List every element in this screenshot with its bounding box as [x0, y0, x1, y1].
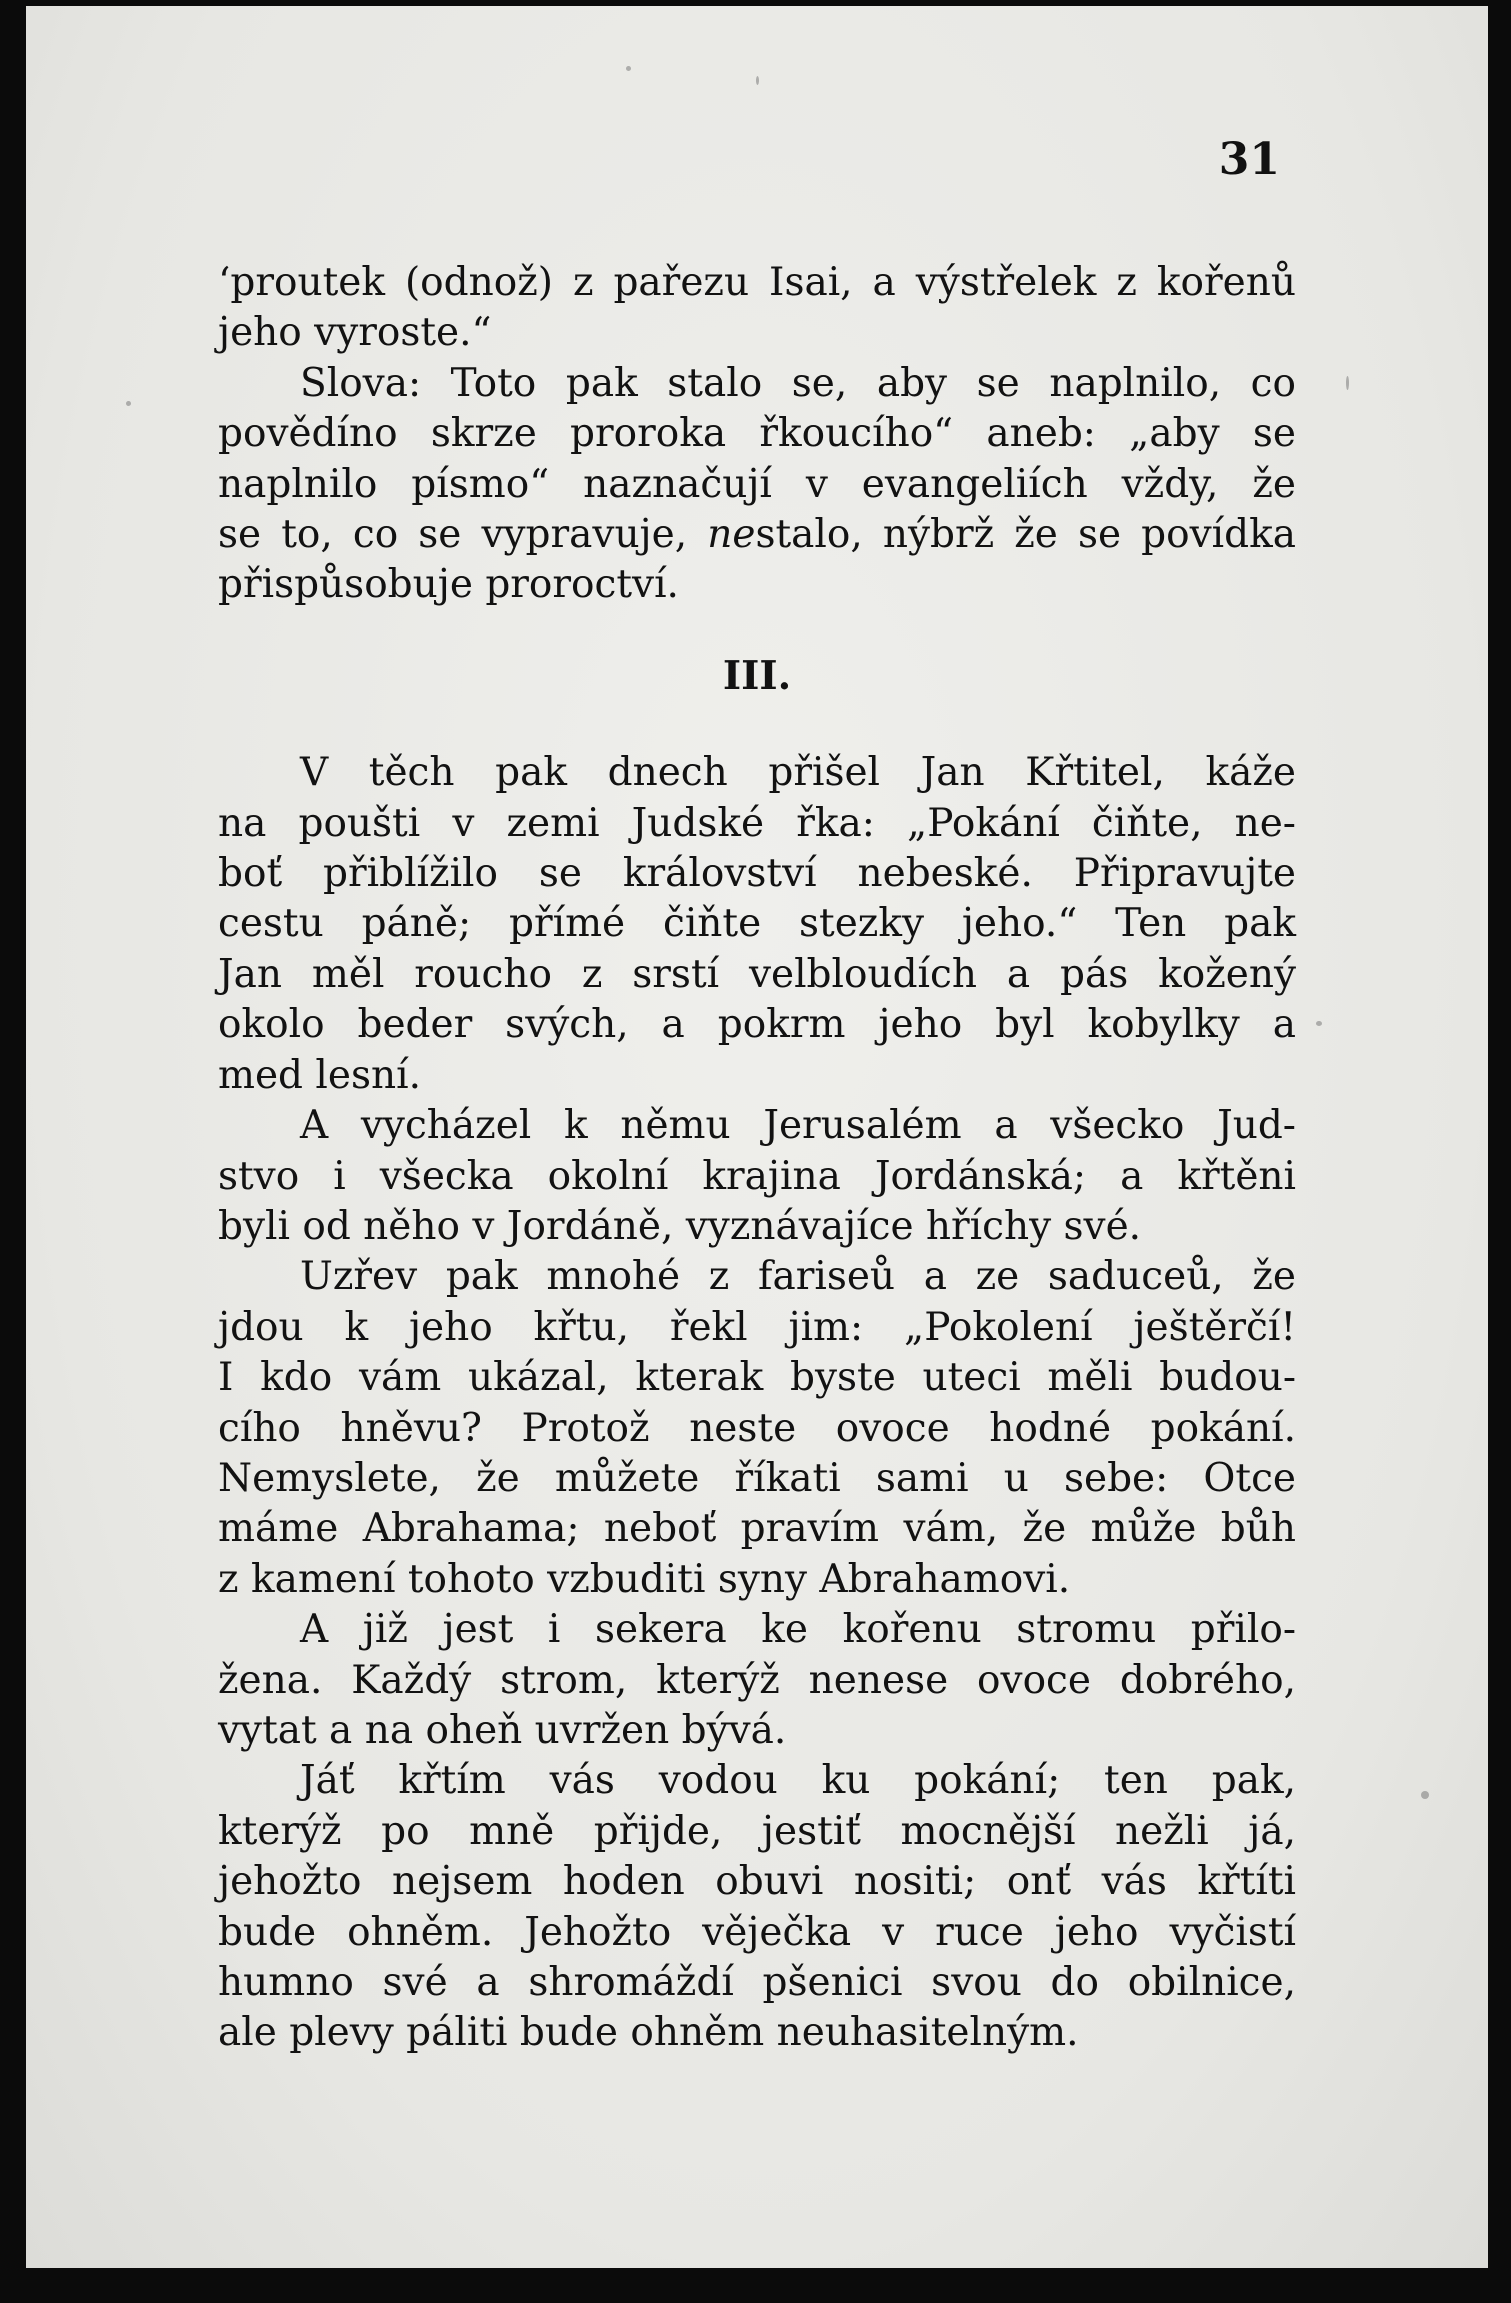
text-line: naplnilo písmo“ naznačují v evangeliích vždy, že	[218, 461, 1296, 507]
text-line: A vycházel k němu Jerusalém a všecko Jud-	[300, 1103, 1296, 1149]
text-line: přispůsobuje proroctví.	[218, 562, 679, 608]
text-line: humno své a shromáždí pšenici svou do obilnice,	[218, 1960, 1296, 2005]
text-line: bude ohněm. Jehožto věječka v ruce jeho vyčistí	[218, 1909, 1296, 1955]
text-line: V těch pak dnech přišel Jan Křtitel, káže	[300, 750, 1296, 796]
paragraph-6	[218, 1605, 1296, 1756]
text-line: stvo i všecka okolní krajina Jordánská; a křtěni	[218, 1153, 1296, 1199]
text-line: Jan měl roucho z srstí velbloudích a pás kožený	[218, 951, 1296, 997]
paragraph-3	[218, 748, 1296, 1101]
text-line: byli od něho v Jordáně, vyznávajíce hříchy své.	[218, 1203, 1142, 1249]
paragraph-7	[218, 1756, 1296, 2058]
text-line: kterýž po mně přijde, jestiť mocnější nežli já,	[218, 1808, 1296, 1854]
paper-speck	[626, 66, 631, 71]
text-line: Jáť křtím vás vodou ku pokání; ten pak,	[300, 1758, 1296, 1804]
text-line: I kdo vám ukázal, kterak byste uteci měli budou-	[218, 1355, 1296, 1401]
body-text	[218, 258, 1296, 2059]
paper-speck	[1346, 376, 1349, 390]
text-line: cestu páně; přímé čiňte stezky jeho.“ Ten pak	[218, 901, 1296, 947]
text-line: povědíno skrze proroka řkoucího“ aneb: „aby se	[218, 411, 1296, 457]
paper-speck	[1421, 1791, 1429, 1799]
text-line: med lesní.	[218, 1052, 421, 1098]
text-line: okolo beder svých, a pokrm jeho byl kobylky a	[218, 1002, 1296, 1048]
paper-sheet	[26, 6, 1488, 2268]
section-heading: III.	[722, 652, 792, 699]
paper-speck	[756, 76, 759, 85]
paper-speck	[126, 401, 131, 406]
text-line: jdou k jeho křtu, řekl jim: „Pokolení ještěrčí!	[218, 1304, 1296, 1350]
page-number: 31	[1218, 134, 1280, 185]
text-line: máme Abrahama; neboť pravím vám, že může bůh	[218, 1506, 1296, 1552]
paragraph-2	[218, 359, 1296, 611]
text-line: boť přiblížilo se království nebeské. Připravujte	[218, 851, 1296, 897]
paragraph-5	[218, 1252, 1296, 1605]
text-segment: se to, co se vypravuje,	[218, 512, 708, 558]
text-line	[218, 510, 1296, 560]
text-line: z kamení tohoto vzbuditi syny Abrahamovi.	[218, 1556, 1071, 1602]
text-line: Uzřev pak mnohé z fariseů a ze saduceů, že	[300, 1254, 1296, 1300]
italic-emphasis: ne	[707, 512, 756, 558]
text-line: jehožto nejsem hoden obuvi nositi; onť vás křtíti	[218, 1859, 1296, 1905]
text-segment: stalo, nýbrž že se povídka	[755, 512, 1296, 558]
paragraph-1	[218, 258, 1296, 359]
text-line: žena. Každý strom, kterýž nenese ovoce dobrého,	[218, 1657, 1296, 1703]
text-line: A již jest i sekera ke kořenu stromu přilo-	[300, 1607, 1296, 1653]
text-line: na poušti v zemi Judské řka: „Pokání čiňte, ne-	[218, 800, 1296, 846]
text-line: ʻproutek (odnož) z pařezu Isai, a výstřelek z kořenů	[218, 260, 1296, 305]
text-line: Slova: Toto pak stalo se, aby se naplnilo, co	[300, 360, 1296, 406]
text-line: Nemyslete, že můžete říkati sami u sebe: Otce	[218, 1455, 1296, 1501]
paper-speck	[1316, 1021, 1322, 1026]
paragraph-4	[218, 1101, 1296, 1252]
text-line: vytat a na oheň uvržen bývá.	[218, 1707, 787, 1753]
text-line: cího hněvu? Protož neste ovoce hodné pokání.	[218, 1405, 1296, 1451]
text-line: ale plevy páliti bude ohněm neuhasitelným.	[218, 2010, 1079, 2056]
text-line: jeho vyroste.“	[218, 310, 492, 356]
